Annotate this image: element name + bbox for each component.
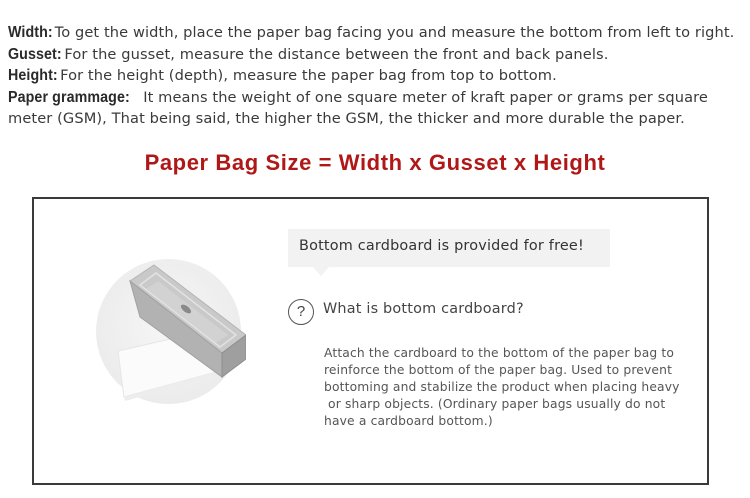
definition-term: Gusset: bbox=[8, 45, 62, 63]
callout-tail bbox=[313, 267, 329, 276]
size-formula-heading: Paper Bag Size = Width x Gusset x Height bbox=[144, 150, 606, 175]
definition-width bbox=[8, 22, 746, 44]
answer-line: bottoming and stabilize the product when placing heavy bbox=[324, 380, 680, 394]
definition-term: Paper grammage: bbox=[8, 88, 130, 106]
paper-bag-with-cardboard-image bbox=[96, 259, 246, 409]
definition-text: It means the weight of one square meter of kraft paper or grams per square meter (GSM), That being said, the higher the GSM, the thicker and more durable the paper. bbox=[8, 88, 708, 127]
faq-question: What is bottom cardboard? bbox=[323, 301, 524, 317]
definition-height bbox=[8, 65, 746, 87]
definition-term: Height: bbox=[8, 67, 58, 84]
definition-gusset bbox=[8, 44, 746, 66]
answer-line: have a cardboard bottom.) bbox=[324, 414, 493, 428]
answer-line: reinforce the bottom of the paper bag. Used to prevent bbox=[324, 363, 673, 377]
definition-text: To get the width, place the paper bag facing you and measure the bottom from left to right. bbox=[54, 24, 735, 41]
definition-term: Width: bbox=[8, 24, 53, 41]
answer-line: or sharp objects. (Ordinary paper bags usually do not bbox=[324, 397, 666, 411]
definition-text: For the gusset, measure the distance between the front and back panels. bbox=[64, 45, 609, 63]
definitions-block bbox=[8, 22, 746, 130]
free-cardboard-callout: Bottom cardboard is provided for free! bbox=[288, 229, 610, 267]
definition-grammage bbox=[8, 87, 746, 130]
question-mark-icon: ? bbox=[288, 299, 314, 325]
faq-answer bbox=[324, 345, 704, 430]
answer-line: Attach the cardboard to the bottom of the paper bag to bbox=[324, 346, 675, 360]
definition-text: For the height (depth), measure the paper bag from top to bottom. bbox=[60, 67, 557, 84]
cardboard-info-panel bbox=[32, 197, 709, 485]
